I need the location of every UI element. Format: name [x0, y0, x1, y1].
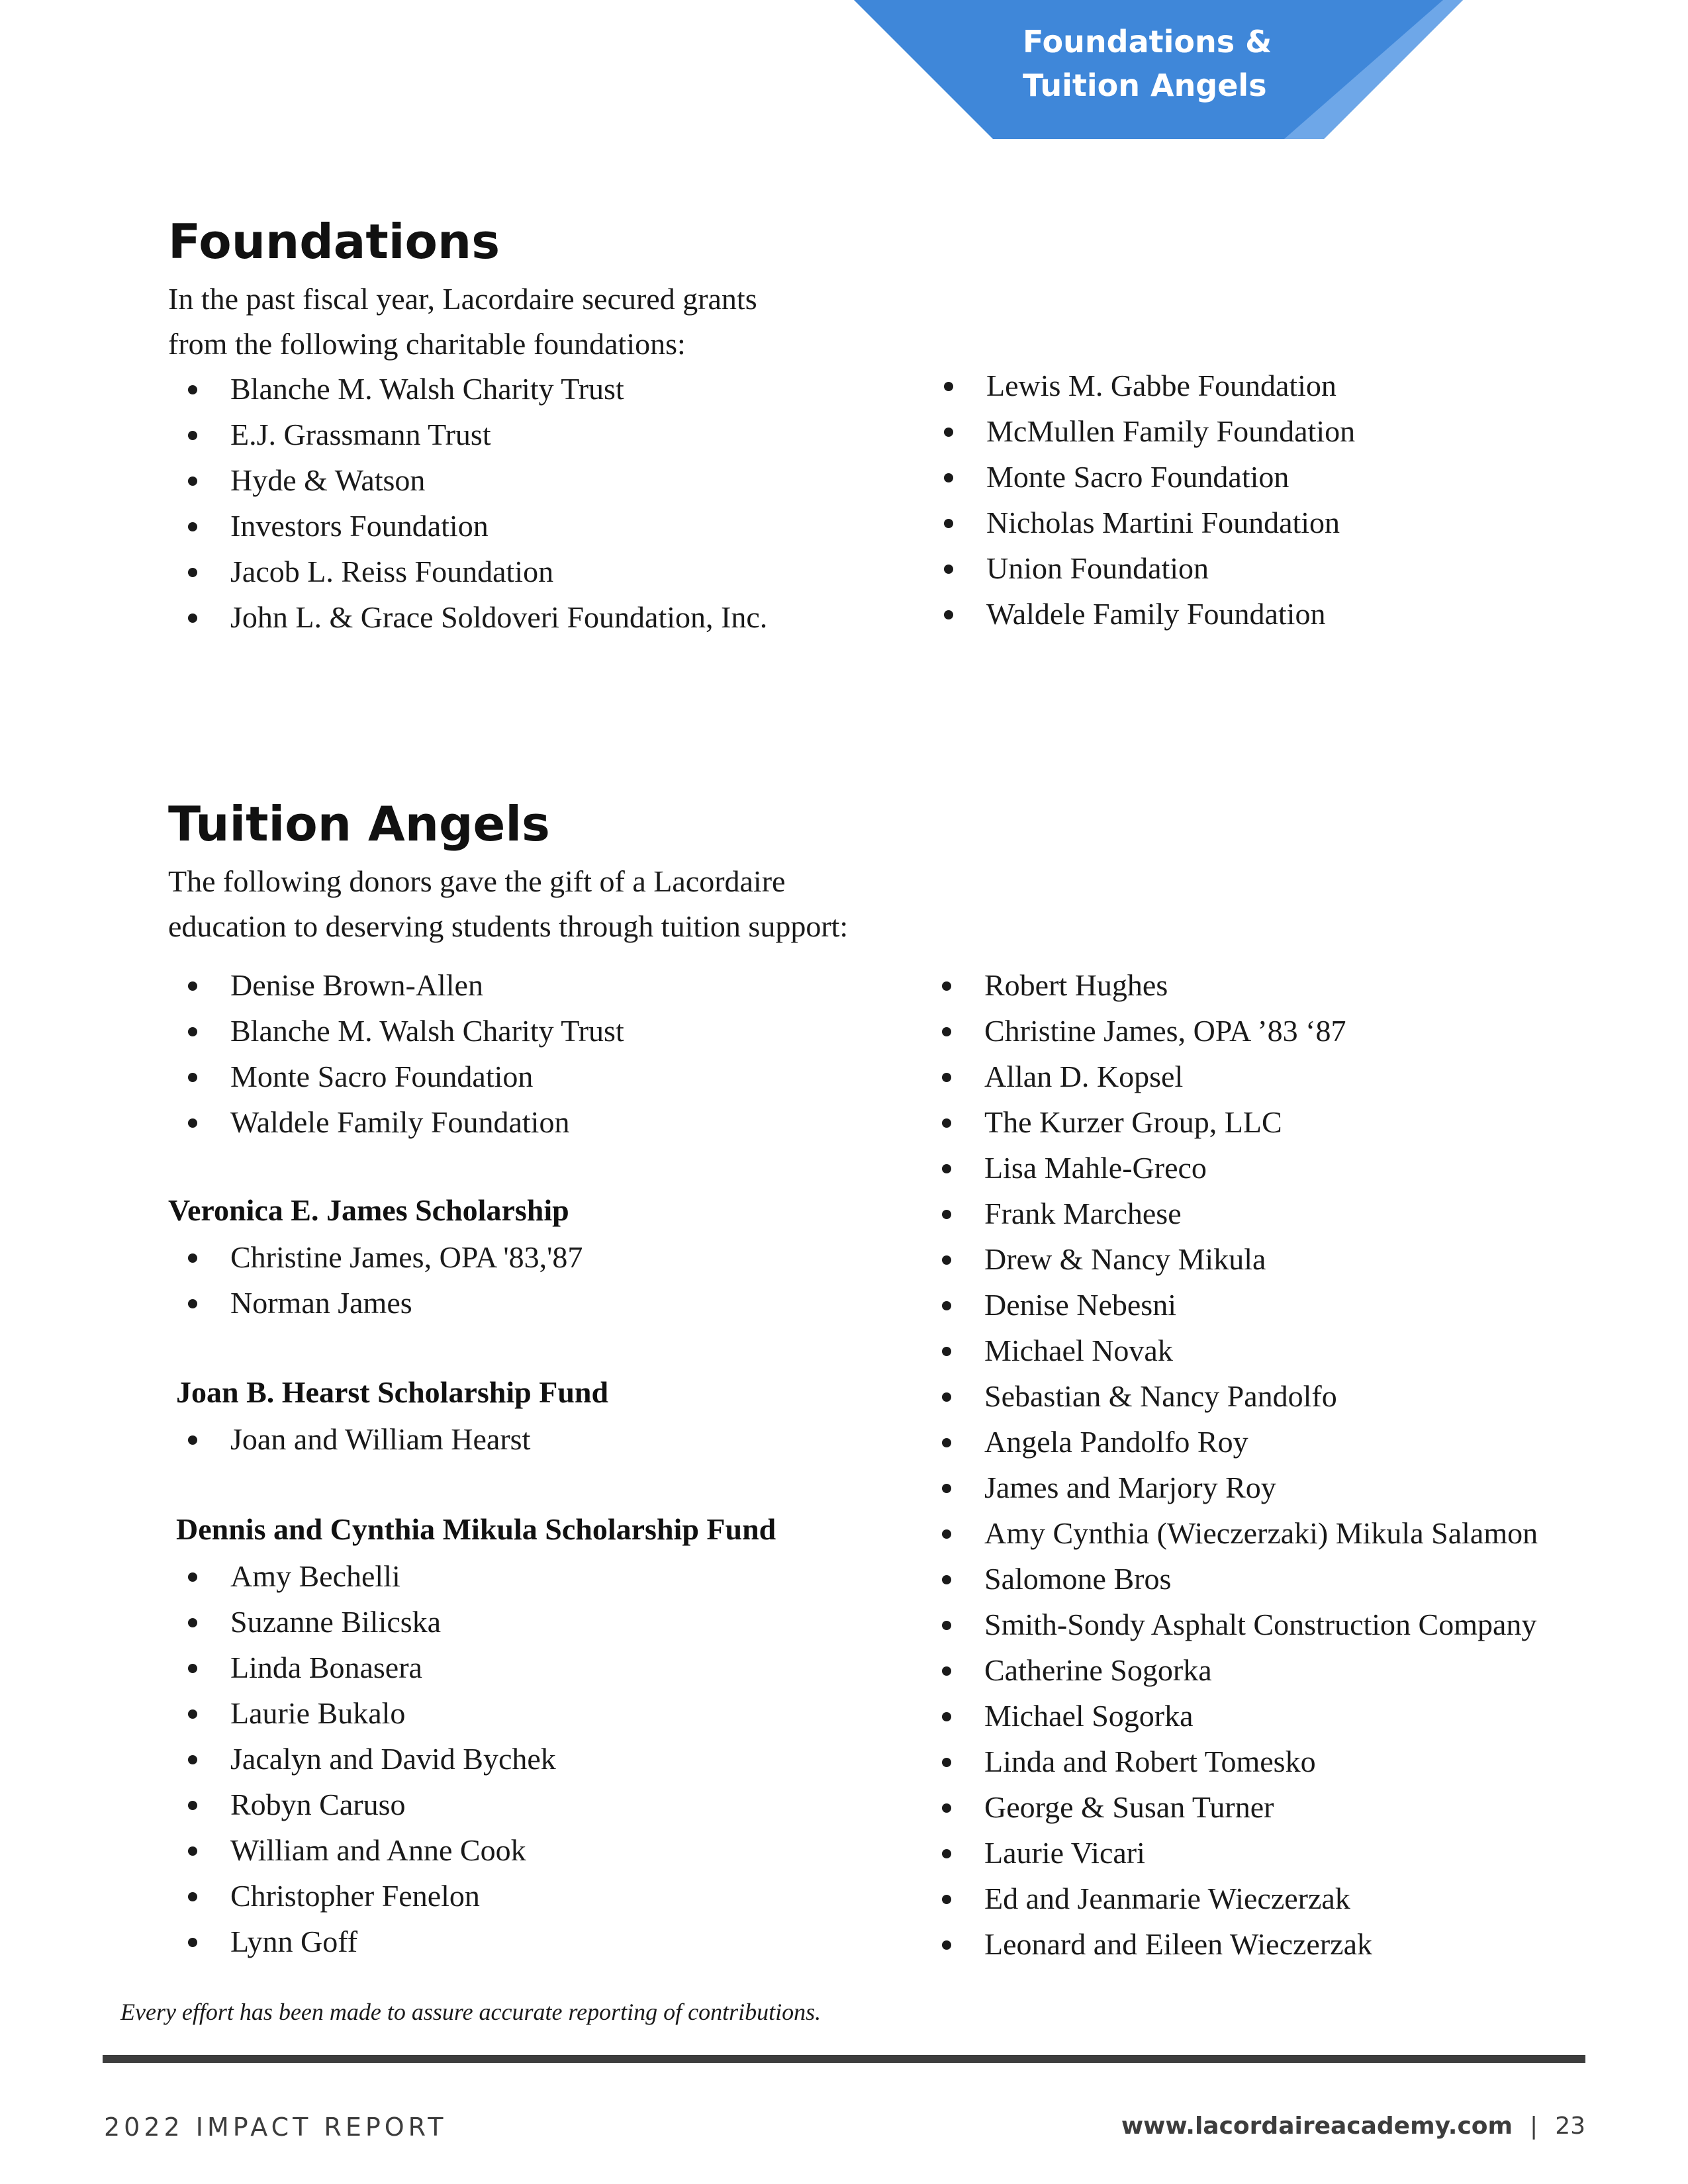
mikula-scholarship-heading: Dennis and Cynthia Mikula Scholarship Fund: [176, 1512, 776, 1546]
donor-list-item: [927, 1921, 1538, 1967]
foundations-list-left: [173, 366, 767, 640]
donor-list-item: [173, 1645, 556, 1690]
foundation-list-item-text: Union Foundation: [986, 551, 1209, 585]
donor-list-item: [927, 1784, 1538, 1830]
donor-list-item-text: Ed and Jeanmarie Wieczerzak: [984, 1882, 1350, 1915]
footer-website-link[interactable]: www.lacordaireacademy.com: [1121, 2113, 1513, 2140]
foundation-list-item-text: Nicholas Martini Foundation: [986, 506, 1340, 539]
foundation-list-item-text: E.J. Grassmann Trust: [230, 418, 491, 451]
foundations-title: Foundations: [168, 214, 500, 269]
veronica-scholarship-list: [173, 1234, 583, 1326]
footer-right: [1121, 2113, 1585, 2140]
foundation-list-item-text: Blanche M. Walsh Charity Trust: [230, 372, 624, 406]
donor-list-item: [173, 1280, 583, 1326]
foundation-list-item-text: Monte Sacro Foundation: [986, 460, 1289, 494]
donor-list-item-text: James and Marjory Roy: [984, 1471, 1276, 1504]
donor-list-item: [927, 1145, 1538, 1191]
foundation-list-item: [929, 500, 1355, 545]
donor-list-item-text: Catherine Sogorka: [984, 1653, 1212, 1687]
donor-list-item: [927, 1556, 1538, 1602]
donor-list-item-text: Michael Novak: [984, 1334, 1173, 1367]
foundation-list-item-text: John L. & Grace Soldoveri Foundation, Inc.: [230, 600, 768, 634]
donor-list-item-text: Lynn Goff: [230, 1925, 358, 1958]
donor-list-item-text: Drew & Nancy Mikula: [984, 1242, 1266, 1276]
tuition-angels-intro-line-1: The following donors gave the gift of a Lacordaire: [168, 864, 786, 898]
donor-list-item-text: Frank Marchese: [984, 1197, 1182, 1230]
donor-list-item: [927, 1008, 1538, 1054]
donor-list-item-text: Angela Pandolfo Roy: [984, 1425, 1248, 1459]
banner-line-2: Tuition Angels: [1023, 68, 1267, 103]
donor-list-item: [927, 1510, 1538, 1556]
donor-list-item-text: Laurie Bukalo: [230, 1696, 406, 1730]
donor-list-item-text: Linda and Robert Tomesko: [984, 1745, 1316, 1778]
foundation-list-item-text: Waldele Family Foundation: [986, 597, 1326, 631]
donor-list-item-text: The Kurzer Group, LLC: [984, 1105, 1282, 1139]
foundation-list-item-text: Hyde & Watson: [230, 463, 426, 497]
donor-list-item-text: Suzanne Bilicska: [230, 1605, 442, 1639]
donor-list-item-text: Smith-Sondy Asphalt Construction Company: [984, 1608, 1537, 1641]
foundation-list-item-text: Investors Foundation: [230, 509, 489, 543]
donor-list-item: [927, 1328, 1538, 1373]
donor-list-item-text: Christopher Fenelon: [230, 1879, 480, 1913]
footer-report-title: 2022 IMPACT REPORT: [104, 2113, 447, 2142]
donor-list-item: [927, 1282, 1538, 1328]
foundations-intro: [168, 277, 757, 367]
foundations-intro-line-2: from the following charitable foundations:: [168, 327, 686, 361]
foundation-list-item: [173, 457, 767, 503]
donor-list-item-text: Christine James, OPA ’83 ‘87: [984, 1014, 1346, 1048]
tuition-angels-intro: [168, 859, 848, 949]
donor-list-item: [927, 1876, 1538, 1921]
donor-list-item-text: Sebastian & Nancy Pandolfo: [984, 1379, 1337, 1413]
donor-list-item-text: Waldele Family Foundation: [230, 1105, 570, 1139]
banner-title: [1023, 20, 1272, 107]
donor-list-item: [173, 1099, 624, 1145]
donor-list-item-text: Monte Sacro Foundation: [230, 1060, 534, 1093]
foundation-list-item: [173, 549, 767, 594]
foundation-list-item: [929, 591, 1355, 637]
footer-divider: [103, 2055, 1585, 2063]
donor-list-item: [927, 1236, 1538, 1282]
donor-list-item: [927, 1465, 1538, 1510]
donor-list-item: [927, 962, 1538, 1008]
donor-list-item: [173, 1690, 556, 1736]
donor-list-item: [173, 1416, 530, 1462]
donor-list-item: [173, 1873, 556, 1919]
donor-list-item-text: Michael Sogorka: [984, 1699, 1194, 1733]
tuition-angels-intro-line-2: education to deserving students through tuition support:: [168, 909, 849, 943]
foundation-list-item: [929, 408, 1355, 454]
donor-list-item-text: George & Susan Turner: [984, 1790, 1274, 1824]
donor-list-item-text: Robert Hughes: [984, 968, 1168, 1002]
donor-list-item: [173, 1599, 556, 1645]
donor-list-item-text: Jacalyn and David Bychek: [230, 1742, 556, 1776]
donor-list-item-text: Amy Cynthia (Wieczerzaki) Mikula Salamon: [984, 1516, 1538, 1550]
donor-list-item: [173, 1054, 624, 1099]
donor-list-item: [927, 1647, 1538, 1693]
donor-list-item: [173, 1919, 556, 1964]
donor-list-item-text: Lisa Mahle-Greco: [984, 1151, 1207, 1185]
tuition-angels-list-right: [927, 962, 1538, 1967]
foundation-list-item: [929, 363, 1355, 408]
tuition-angels-title: Tuition Angels: [168, 796, 550, 852]
disclaimer-note: Every effort has been made to assure accurate reporting of contributions.: [120, 1999, 821, 2025]
donor-list-item: [927, 1830, 1538, 1876]
donor-list-item: [173, 1782, 556, 1827]
donor-list-item-text: Laurie Vicari: [984, 1836, 1145, 1870]
donor-list-item-text: Amy Bechelli: [230, 1559, 400, 1593]
donor-list-item: [173, 962, 624, 1008]
foundation-list-item-text: Lewis M. Gabbe Foundation: [986, 369, 1336, 402]
donor-list-item: [927, 1602, 1538, 1647]
donor-list-item-text: Denise Brown-Allen: [230, 968, 483, 1002]
donor-list-item: [927, 1419, 1538, 1465]
foundation-list-item: [929, 454, 1355, 500]
section-banner: [854, 0, 1463, 139]
donor-list-item: [927, 1739, 1538, 1784]
donor-list-item: [173, 1234, 583, 1280]
foundation-list-item: [173, 412, 767, 457]
veronica-scholarship-heading: Veronica E. James Scholarship: [168, 1193, 569, 1227]
donor-list-item: [927, 1191, 1538, 1236]
donor-list-item-text: Linda Bonasera: [230, 1651, 422, 1684]
tuition-angels-general-list: [173, 962, 624, 1145]
donor-list-item: [927, 1693, 1538, 1739]
foundation-list-item-text: McMullen Family Foundation: [986, 414, 1356, 448]
donor-list-item: [173, 1008, 624, 1054]
foundation-list-item-text: Jacob L. Reiss Foundation: [230, 555, 554, 588]
donor-list-item-text: Leonard and Eileen Wieczerzak: [984, 1927, 1373, 1961]
donor-list-item-text: William and Anne Cook: [230, 1833, 526, 1867]
foundation-list-item: [173, 366, 767, 412]
donor-list-item: [173, 1553, 556, 1599]
donor-list-item-text: Salomone Bros: [984, 1562, 1172, 1596]
banner-line-1: Foundations &: [1023, 24, 1272, 60]
foundations-list-right: [929, 363, 1355, 637]
donor-list-item-text: Denise Nebesni: [984, 1288, 1176, 1322]
foundation-list-item: [929, 545, 1355, 591]
donor-list-item: [927, 1099, 1538, 1145]
foundation-list-item: [173, 594, 767, 640]
donor-list-item-text: Blanche M. Walsh Charity Trust: [230, 1014, 624, 1048]
donor-list-item: [927, 1373, 1538, 1419]
hearst-scholarship-list: [173, 1416, 530, 1462]
foundation-list-item: [173, 503, 767, 549]
footer-separator: |: [1530, 2113, 1538, 2140]
foundations-intro-line-1: In the past fiscal year, Lacordaire secured grants: [168, 282, 757, 316]
donor-list-item-text: Robyn Caruso: [230, 1788, 406, 1821]
mikula-scholarship-list: [173, 1553, 556, 1964]
donor-list-item-text: Joan and William Hearst: [230, 1422, 531, 1456]
donor-list-item-text: Norman James: [230, 1286, 412, 1320]
hearst-scholarship-heading: Joan B. Hearst Scholarship Fund: [176, 1375, 609, 1409]
donor-list-item-text: Allan D. Kopsel: [984, 1060, 1184, 1093]
donor-list-item-text: Christine James, OPA '83,'87: [230, 1240, 583, 1274]
page-number: 23: [1555, 2113, 1585, 2140]
donor-list-item: [173, 1827, 556, 1873]
donor-list-item: [927, 1054, 1538, 1099]
donor-list-item: [173, 1736, 556, 1782]
